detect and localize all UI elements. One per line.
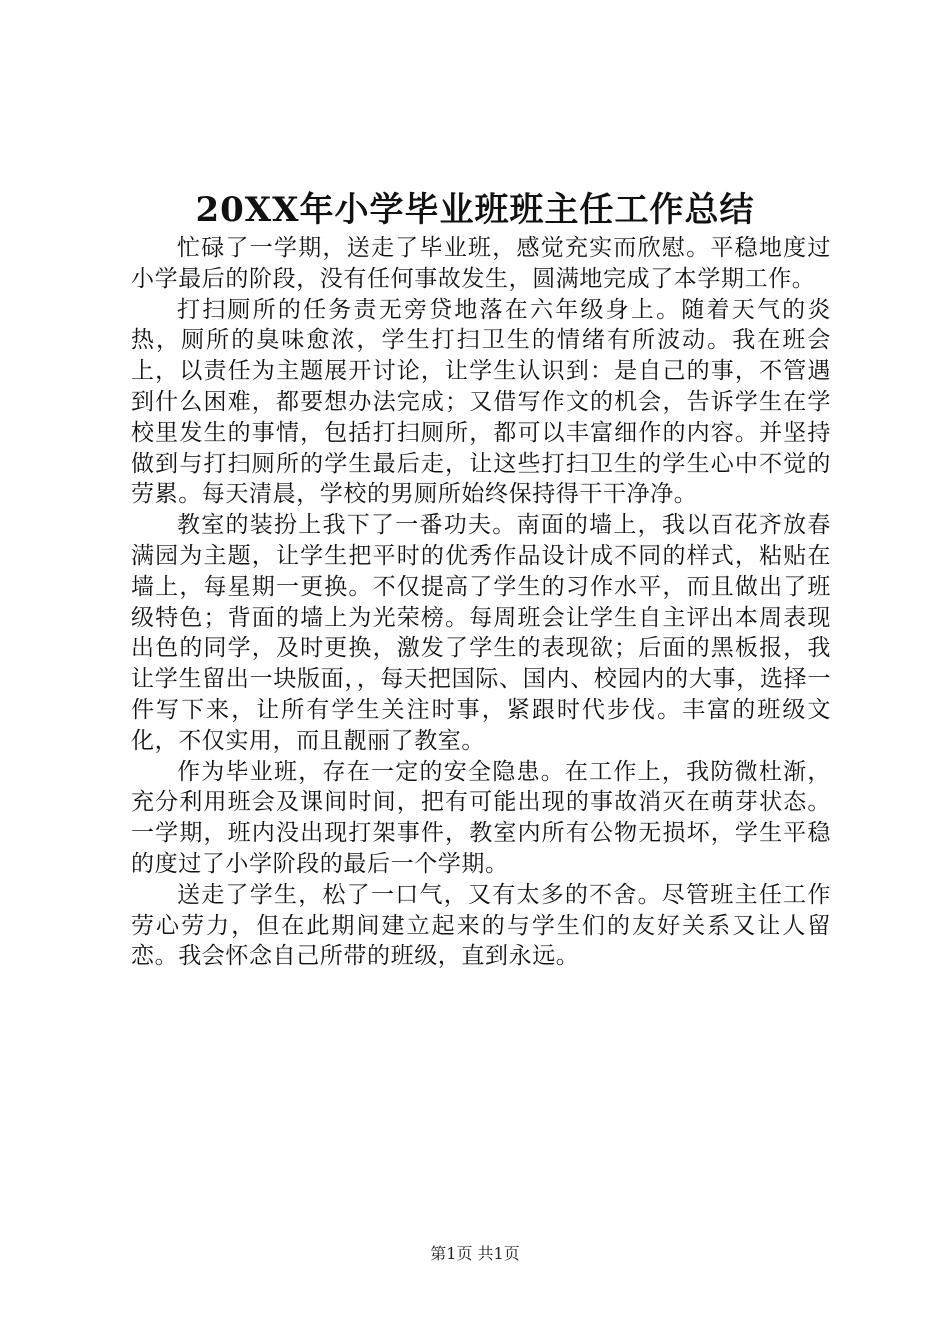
document-body — [131, 233, 831, 972]
paragraph: 忙碌了一学期，送走了毕业班，感觉充实而欣慰。平稳地度过小学最后的阶段，没有任何事故发生，圆满地完成了本学期工作。 — [131, 235, 831, 292]
document-title: 20XX年小学毕业班班主任工作总结 — [195, 190, 755, 230]
paragraph: 教室的装扮上我下了一番功夫。南面的墙上，我以百花齐放春满园为主题，让学生把平时的优秀作品设计成不同的样式，粘贴在墙上，每星期一更换。不仅提高了学生的习作水平，而且做出了班级特色；背面的墙上为光荣榜。每周班会让学生自主评出本周表现出色的同学，及时更换，激发了学生的表现欲；后面的黑板报，我让学生留出一块版面，，每天把国际、国内、校园内的大事，选择一件写下来，让所有学生关注时事，紧跟时代步伐。丰富的班级文化，不仅实用，而且靓丽了教室。 — [131, 512, 831, 754]
paragraph: 作为毕业班，存在一定的安全隐患。在工作上，我防微杜渐，充分利用班会及课间时间，把有可能出现的事故消灭在萌芽状态。一学期，班内没出现打架事件，教室内所有公物无损坏，学生平稳的度过了小学阶段的最后一个学期。 — [131, 758, 831, 877]
paragraph: 打扫厕所的任务责无旁贷地落在六年级身上。随着天气的炎热，厕所的臭味愈浓，学生打扫卫生的情绪有所波动。我在班会上，以责任为主题展开讨论，让学生认识到：是自己的事，不管遇到什么困难，都要想办法完成；又借写作文的机会，告诉学生在学校里发生的事情，包括打扫厕所，都可以丰富细作的内容。并坚持做到与打扫厕所的学生最后走，让这些打扫卫生的学生心中不觉的劳累。每天清晨，学校的男厕所始终保持得干干净净。 — [131, 296, 831, 508]
paragraph: 送走了学生，松了一口气，又有太多的不舍。尽管班主任工作劳心劳力，但在此期间建立起来的与学生们的友好关系又让人留恋。我会怀念自己所带的班级，直到永远。 — [131, 881, 831, 970]
page-footer: 第1页 共1页 — [430, 1244, 520, 1263]
